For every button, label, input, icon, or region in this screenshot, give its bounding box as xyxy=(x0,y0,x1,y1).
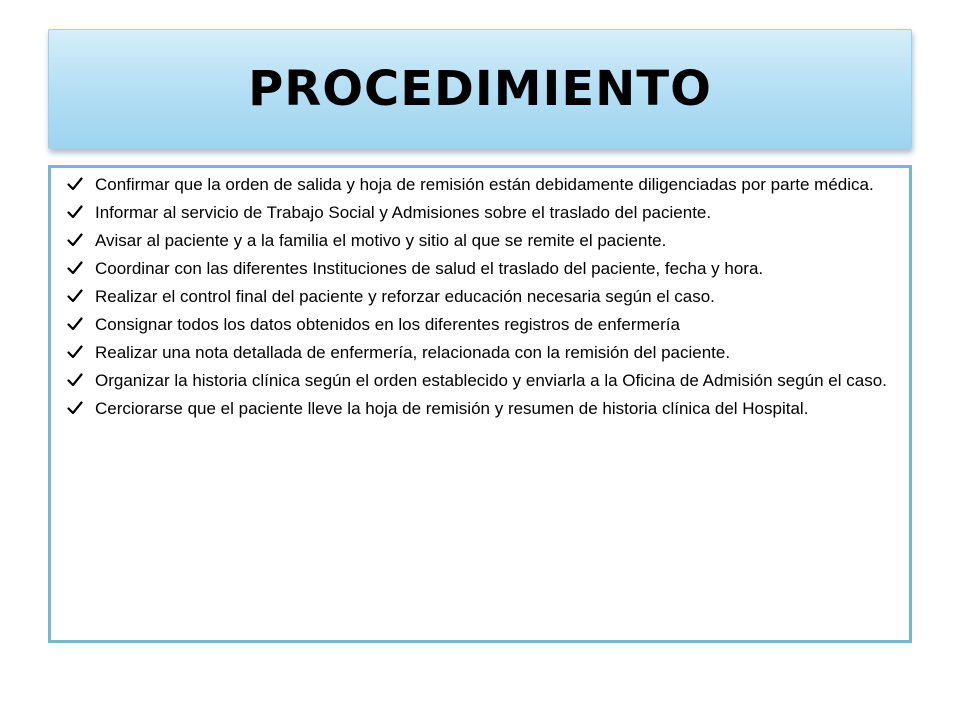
slide-title: PROCEDIMIENTO xyxy=(248,61,712,117)
list-item xyxy=(67,314,887,335)
check-icon xyxy=(67,232,83,248)
check-icon xyxy=(67,316,83,332)
list-item-text: Coordinar con las diferentes Instituciones de salud el traslado del paciente, fecha y hora. xyxy=(95,259,764,278)
list-item xyxy=(67,286,887,307)
procedure-list xyxy=(67,174,887,419)
check-icon xyxy=(67,176,83,192)
check-icon xyxy=(67,204,83,220)
list-item xyxy=(67,230,887,251)
list-item xyxy=(67,174,887,195)
list-item xyxy=(67,258,887,279)
list-item-text: Realizar el control final del paciente y reforzar educación necesaria según el caso. xyxy=(95,287,715,306)
check-icon xyxy=(67,344,83,360)
content-panel xyxy=(48,165,912,643)
list-item-text: Confirmar que la orden de salida y hoja de remisión están debidamente diligenciadas por parte médica. xyxy=(95,175,874,194)
list-item xyxy=(67,398,887,419)
check-icon xyxy=(67,372,83,388)
check-icon xyxy=(67,400,83,416)
list-item-text: Realizar una nota detallada de enfermería, relacionada con la remisión del paciente. xyxy=(95,343,731,362)
list-item xyxy=(67,370,887,391)
list-item xyxy=(67,202,887,223)
list-item-text: Cerciorarse que el paciente lleve la hoja de remisión y resumen de historia clínica del Hospital. xyxy=(95,399,809,418)
check-icon xyxy=(67,288,83,304)
title-banner xyxy=(48,29,912,149)
list-item-text: Informar al servicio de Trabajo Social y Admisiones sobre el traslado del paciente. xyxy=(95,203,712,222)
list-item-text: Consignar todos los datos obtenidos en los diferentes registros de enfermería xyxy=(95,315,680,334)
list-item xyxy=(67,342,887,363)
list-item-text: Avisar al paciente y a la familia el motivo y sitio al que se remite el paciente. xyxy=(95,231,667,250)
check-icon xyxy=(67,260,83,276)
list-item-text: Organizar la historia clínica según el orden establecido y enviarla a la Oficina de Admisión según el caso. xyxy=(95,371,887,390)
